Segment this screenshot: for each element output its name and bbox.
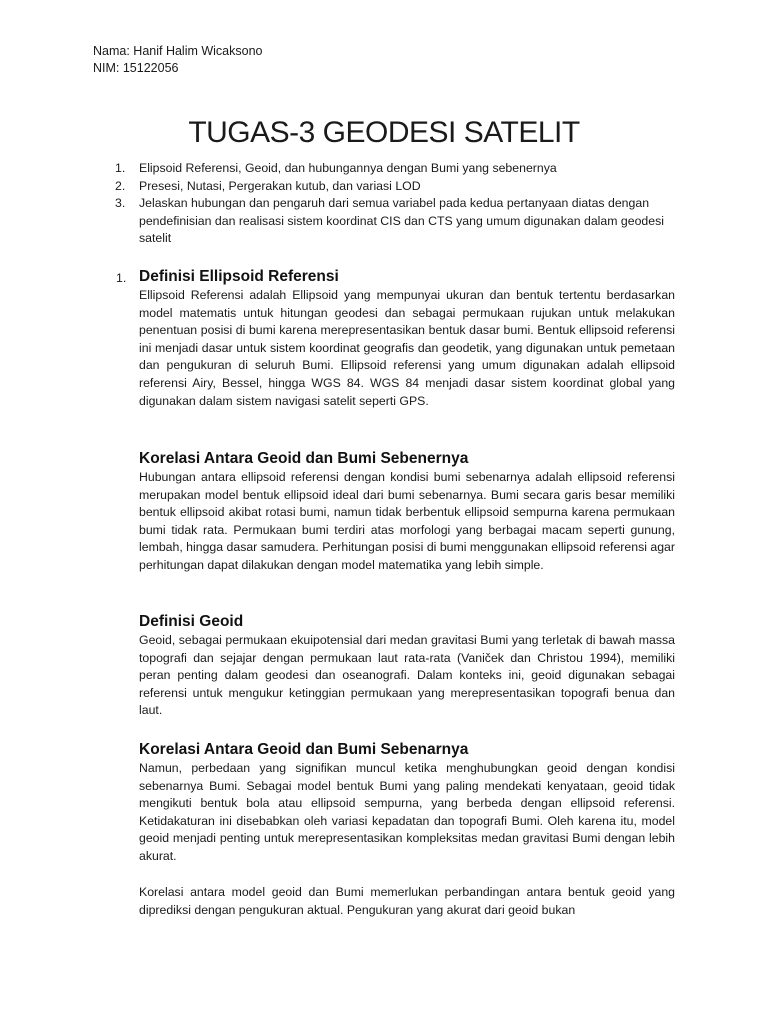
student-name: Nama: Hanif Halim Wicaksono xyxy=(93,44,263,58)
section-heading: Korelasi Antara Geoid dan Bumi Sebenarnya xyxy=(139,741,469,758)
section-ellipsoid-correlation xyxy=(139,449,675,575)
section-ellipsoid-definition xyxy=(139,267,675,410)
section-body: Namun, perbedaan yang signifikan muncul ketika menghubungkan geoid dengan kondisi sebenarnya Bumi. Sebagai model bentuk Bumi yang paling mendekati kenyataan, geoid tidak mengikuti bentuk bola atau ellipsoid sempurna, yang berbeda dengan ellipsoid referensi. Ketidakaturan ini disebabkan oleh variasi kepadatan dan topografi Bumi. Oleh karena itu, model geoid menjadi penting untuk merepresentasikan kompleksitas medan gravitasi Bumi dengan lebih akurat. xyxy=(139,761,675,863)
section-heading: Korelasi Antara Geoid dan Bumi Sebenernya xyxy=(139,450,469,467)
question-number: 3. xyxy=(115,196,126,211)
section-heading: Definisi Geoid xyxy=(139,613,244,630)
section-body: Ellipsoid Referensi adalah Ellipsoid yang mempunyai ukuran dan bentuk tertentu berdasarkan model matematis untuk hitungan geodesi dan sebagai permukaan rujukan untuk melakukan penentuan posisi di bumi karena merepresentasikan bentuk dasar bumi. Bentuk ellipsoid referensi ini menjadi dasar untuk sistem koordinat geografis dan geodetik, yang digunakan untuk pemetaan dan pengukuran di seluruh Bumi. Ellipsoid referensi yang umum digunakan adalah ellipsoid referensi Airy, Bessel, hingga WGS 84. WGS 84 menjadi dasar sistem koordinat global yang digunakan dalam sistem navigasi satelit seperti GPS. xyxy=(139,288,675,408)
section-geoid-definition xyxy=(139,612,675,720)
document-title: TUGAS-3 GEODESI SATELIT xyxy=(188,116,580,149)
section-body: Geoid, sebagai permukaan ekuipotensial dari medan gravitasi Bumi yang terletak di bawah massa topografi dan sejajar dengan permukaan laut rata-rata (Vaniček dan Christou 1994), memiliki peran penting dalam geodesi dan oseanografi. Dalam konteks ini, geoid digunakan sebagai referensi untuk mengukur ketinggian permukaan yang merepresentasikan topografi benua dan laut. xyxy=(139,633,675,718)
section-heading: Definisi Ellipsoid Referensi xyxy=(139,268,339,285)
question-item xyxy=(93,195,678,248)
question-text: Elipsoid Referensi, Geoid, dan hubungannya dengan Bumi yang sebenernya xyxy=(139,161,557,175)
student-nim: NIM: 15122056 xyxy=(93,61,179,75)
question-text: Jelaskan hubungan dan pengaruh dari semua variabel pada kedua pertanyaan diatas dengan pendefinisian dan realisasi sistem koordinat CIS dan CTS yang umum digunakan dalam geodesi satelit xyxy=(139,196,664,246)
question-list xyxy=(93,160,678,248)
question-number: 2. xyxy=(115,178,126,193)
question-text: Presesi, Nutasi, Pergerakan kutub, dan variasi LOD xyxy=(139,178,421,193)
section-body: Hubungan antara ellipsoid referensi dengan kondisi bumi sebenarnya adalah ellipsoid referensi merupakan model bentuk ellipsoid ideal dari bumi sebenarnya. Bumi secara garis besar memiliki bentuk ellipsoid akibat rotasi bumi, namun tidak berbentuk ellipsoid sempurna karena permukaan bumi tidak rata. Permukaan bumi terdiri atas morfologi yang berbagai macam seperti gunung, lembah, hingga dasar samudera. Perhitungan posisi di bumi menggunakan ellipsoid referensi agar perhitungan dapat dilakukan dengan model matematika yang lebih simple. xyxy=(139,470,675,572)
question-item xyxy=(93,178,678,196)
question-item xyxy=(93,160,678,178)
section-geoid-correlation xyxy=(139,740,675,866)
question-number: 1. xyxy=(115,161,126,175)
closing-paragraph: Korelasi antara model geoid dan Bumi memerlukan perbandingan antara bentuk geoid yang diprediksi dengan pengukuran aktual. Pengukuran yang akurat dari geoid bukan xyxy=(139,885,675,917)
student-info xyxy=(93,43,263,77)
answer-number: 1. xyxy=(116,271,127,285)
